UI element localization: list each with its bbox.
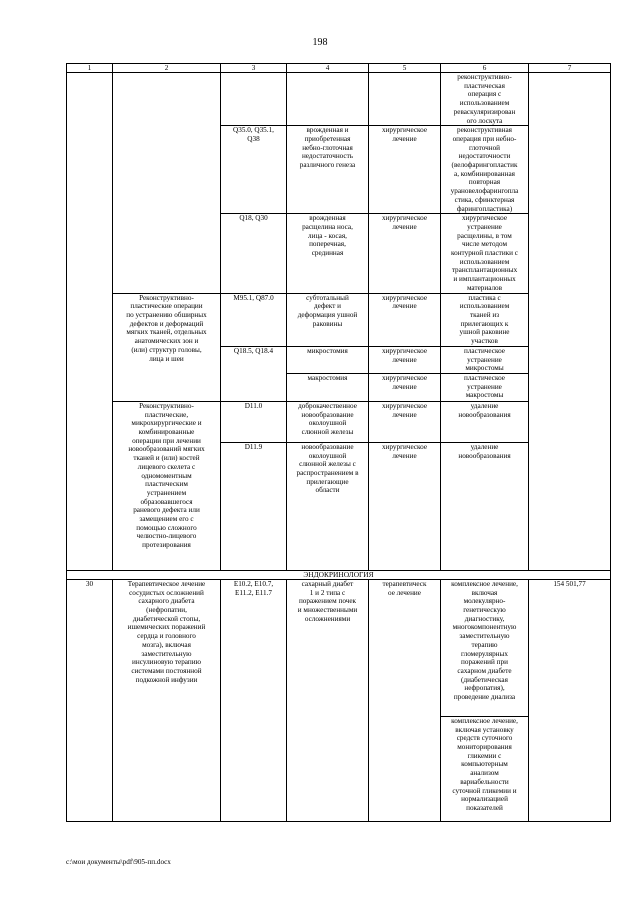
cell-code: M95.1, Q87.0 (221, 293, 287, 346)
cell-treatment-type: хирургическое лечение (369, 214, 441, 293)
cell-number (67, 73, 113, 571)
cell-treatment-type: хирургическое лечение (369, 373, 441, 401)
column-header: 1 (67, 64, 113, 73)
cell-method-group (113, 73, 221, 294)
table-row (67, 73, 611, 126)
table-header-row (67, 64, 611, 73)
cell-code: Q18.5, Q18.4 (221, 346, 287, 401)
cell-diagnosis: микростомия (287, 346, 369, 373)
cell-method: хирургическое устранение расщелины, в том числе методом контурной пластики с использованием трансплантационных и имплантационных материалов (441, 214, 529, 293)
cell-diagnosis: сахарный диабет 1 и 2 типа с поражением почек и множественными осложнениями (287, 579, 369, 821)
column-header: 3 (221, 64, 287, 73)
cell-method: пластическое устранение микростомы (441, 346, 529, 373)
medical-care-table (66, 63, 611, 822)
section-row (67, 570, 611, 579)
cell-code: D11.9 (221, 442, 287, 570)
cell-treatment-type (369, 73, 441, 126)
column-header: 5 (369, 64, 441, 73)
cell-diagnosis: доброкачественное новообразование околоушной слюнной железы (287, 401, 369, 442)
column-header: 2 (113, 64, 221, 73)
cell-treatment-type: хирургическое лечение (369, 126, 441, 214)
cell-treatment-type: хирургическое лечение (369, 401, 441, 442)
table-row (67, 579, 611, 716)
cell-treatment-type: терапевтическ ое лечение (369, 579, 441, 821)
cell-cost (529, 73, 611, 571)
cell-diagnosis: врожденная и приобретенная небно-глоточная недостаточность различного генеза (287, 126, 369, 214)
cell-method-group: Терапевтическое лечение сосудистых осложнений сахарного диабета (нефропатии, диабетической стопы, ишемических поражений сердца и головного мозга), включая заместительную инсулиновую терапию системами постоянной подкожной инфузии (113, 579, 221, 821)
cell-diagnosis: новообразование околоушной слюнной железы с распространением в прилегающие области (287, 442, 369, 570)
cell-method-group: Реконструктивно- пластические операции по устранению обширных дефектов и деформаций мягких тканей, отдельных анатомических зон и (или) структур головы, лица и шеи (113, 293, 221, 401)
cell-method: реконструктивно- пластическая операция с использованием реваскуляризирован ого лоскута (441, 73, 529, 126)
section-heading: ЭНДОКРИНОЛОГИЯ (67, 570, 611, 579)
cell-code: E10.2, E10.7, E11.2, E11.7 (221, 579, 287, 821)
cell-method: реконструктивная операция при небно- глоточной недостаточности (велофарингопластик а, комбинированная повторная урановелофарингопла стика, сфинктерная фарингопластика) (441, 126, 529, 214)
cell-code: Q35.0, Q35.1, Q38 (221, 126, 287, 214)
cell-cost: 154 501,77 (529, 579, 611, 821)
cell-treatment-type: хирургическое лечение (369, 293, 441, 346)
cell-method: удаление новообразования (441, 401, 529, 442)
cell-diagnosis: макростомия (287, 373, 369, 401)
cell-diagnosis: субтотальный дефект и деформация ушной раковины (287, 293, 369, 346)
column-header: 6 (441, 64, 529, 73)
column-header: 4 (287, 64, 369, 73)
cell-method-group: Реконструктивно- пластические, микрохирургические и комбинированные операции при лечении новообразований мягких тканей и (или) костей лицевого скелета с одномоментным пластическим устранением образовавшегося раневого дефекта или замещением его с помощью сложного челюстно-лицевого протезирования (113, 401, 221, 570)
cell-method: комплексное лечение, включая молекулярно- генетическую диагностику, многокомпонентную заместительную терапию гломерулярных поражений при сахарном диабете (диабетическая нефропатия), проведение диализа (441, 579, 529, 716)
cell-method: пластика с использованием тканей из прилегающих к ушной раковине участков (441, 293, 529, 346)
file-path-footer: c:\мои документы\pdf\905-пп.docx (66, 858, 171, 866)
column-header: 7 (529, 64, 611, 73)
cell-number: 30 (67, 579, 113, 821)
cell-code: Q18, Q30 (221, 214, 287, 293)
page-number: 198 (312, 37, 328, 48)
cell-treatment-type: хирургическое лечение (369, 346, 441, 373)
cell-code: D11.0 (221, 401, 287, 442)
cell-diagnosis (287, 73, 369, 126)
cell-method: пластическое устранение макростомы (441, 373, 529, 401)
cell-treatment-type: хирургическое лечение (369, 442, 441, 570)
cell-code (221, 73, 287, 126)
cell-method: удаление новообразования (441, 442, 529, 570)
cell-diagnosis: врожденная расщелина носа, лица - косая, поперечная, срединная (287, 214, 369, 293)
cell-method: комплексное лечение, включая установку средств суточного мониторирования гликемии с компьютерным анализом вариабельности суточной гликемии и нормализацией показателей (441, 716, 529, 821)
